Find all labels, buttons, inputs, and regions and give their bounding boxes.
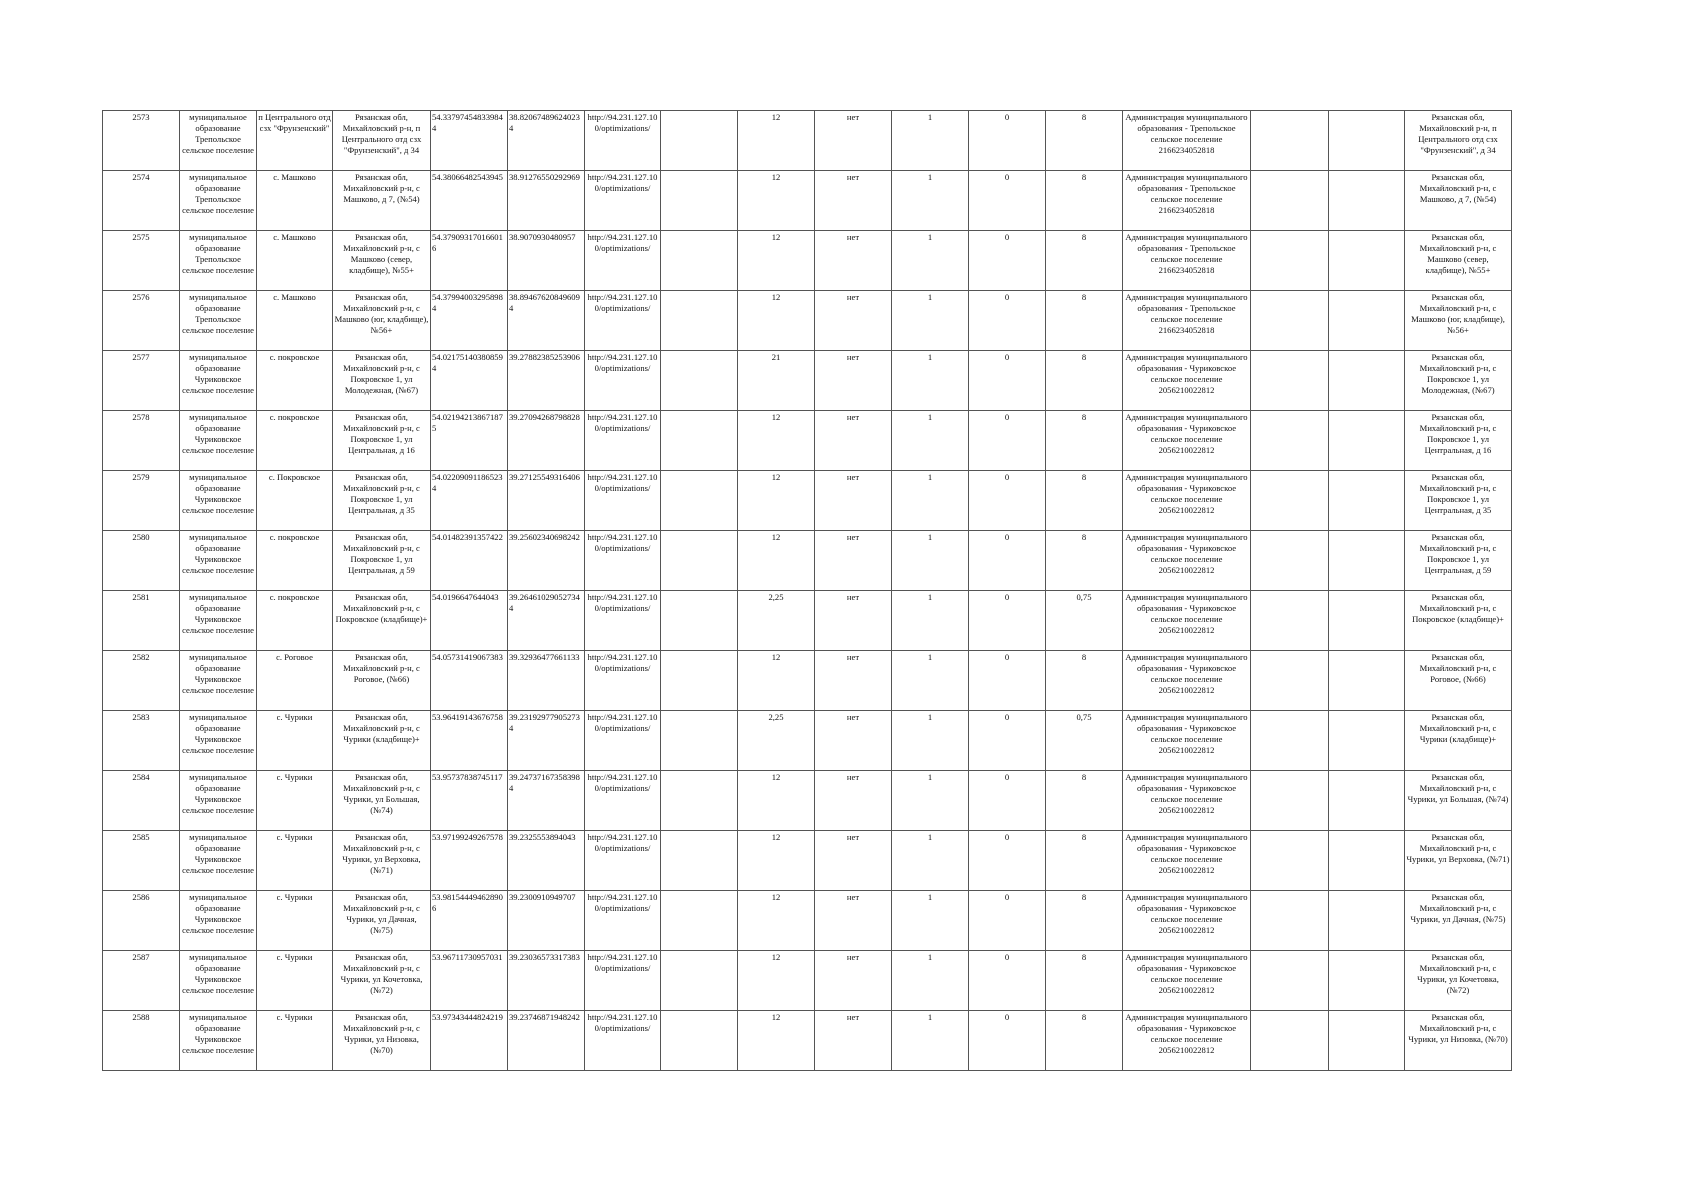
cell-empty: [661, 291, 738, 351]
cell-empty: [1329, 411, 1405, 471]
cell-owner: Администрация муниципального образования - Чуриковское сельское поселение 2056210022812: [1123, 1011, 1251, 1071]
cell-url: http://94.231.127.10 0/optimizations/: [585, 471, 661, 531]
cell-url: http://94.231.127.10 0/optimizations/: [585, 891, 661, 951]
cell-flag: нет: [815, 531, 892, 591]
table-row: [103, 351, 1512, 411]
table-row: [103, 411, 1512, 471]
table-row: [103, 771, 1512, 831]
cell-url: http://94.231.127.10 0/optimizations/: [585, 231, 661, 291]
cell-number: 2578: [103, 411, 180, 471]
cell-count-1: 1: [892, 351, 969, 411]
cell-address: Рязанская обл, Михайловский р-н, с Чурики (кладбище)+: [333, 711, 431, 771]
cell-source-address: Рязанская обл, Михайловский р-н, с Покровское 1, ул Центральная, д 35: [1405, 471, 1512, 531]
cell-empty: [1251, 111, 1329, 171]
cell-source-address: Рязанская обл, Михайловский р-н, с Чурики, ул Дачная, (№75): [1405, 891, 1512, 951]
cell-count-2: 0: [969, 771, 1046, 831]
cell-latitude: 53.97199249267578: [431, 831, 508, 891]
cell-url: http://94.231.127.10 0/optimizations/: [585, 951, 661, 1011]
cell-area: 12: [738, 411, 815, 471]
cell-number: 2574: [103, 171, 180, 231]
cell-empty: [661, 531, 738, 591]
cell-count-2: 0: [969, 411, 1046, 471]
cell-municipality: муниципальное образование Чуриковское сельское поселение: [180, 771, 257, 831]
cell-empty: [1329, 591, 1405, 651]
cell-count-1: 1: [892, 411, 969, 471]
cell-empty: [1329, 111, 1405, 171]
cell-empty: [1329, 951, 1405, 1011]
cell-volume: 8: [1046, 291, 1123, 351]
cell-empty: [1251, 351, 1329, 411]
cell-empty: [661, 831, 738, 891]
cell-flag: нет: [815, 111, 892, 171]
cell-flag: нет: [815, 411, 892, 471]
cell-settlement: с. Машково: [257, 171, 333, 231]
cell-empty: [1251, 771, 1329, 831]
cell-empty: [1329, 231, 1405, 291]
cell-owner: Администрация муниципального образования - Трепольское сельское поселение 2166234052818: [1123, 231, 1251, 291]
cell-count-1: 1: [892, 471, 969, 531]
cell-number: 2586: [103, 891, 180, 951]
cell-volume: 8: [1046, 531, 1123, 591]
cell-empty: [661, 231, 738, 291]
cell-owner: Администрация муниципального образования - Чуриковское сельское поселение 2056210022812: [1123, 771, 1251, 831]
cell-owner: Администрация муниципального образования - Чуриковское сельское поселение 2056210022812: [1123, 891, 1251, 951]
cell-count-1: 1: [892, 231, 969, 291]
cell-longitude: 39.24737167358398 4: [508, 771, 585, 831]
cell-url: http://94.231.127.10 0/optimizations/: [585, 831, 661, 891]
cell-count-1: 1: [892, 831, 969, 891]
cell-latitude: 54.38066482543945: [431, 171, 508, 231]
cell-volume: 8: [1046, 831, 1123, 891]
cell-number: 2582: [103, 651, 180, 711]
cell-source-address: Рязанская обл, Михайловский р-н, с Машково (юг, кладбище), №56+: [1405, 291, 1512, 351]
cell-empty: [1251, 831, 1329, 891]
cell-address: Рязанская обл, Михайловский р-н, с Покровское 1, ул Центральная, д 35: [333, 471, 431, 531]
cell-flag: нет: [815, 351, 892, 411]
cell-empty: [1251, 531, 1329, 591]
cell-settlement: с. Машково: [257, 291, 333, 351]
table-row: [103, 231, 1512, 291]
cell-address: Рязанская обл, Михайловский р-н, с Машково (юг, кладбище), №56+: [333, 291, 431, 351]
cell-source-address: Рязанская обл, Михайловский р-н, с Машково, д 7, (№54): [1405, 171, 1512, 231]
table-row: [103, 471, 1512, 531]
cell-owner: Администрация муниципального образования - Трепольское сельское поселение 2166234052818: [1123, 171, 1251, 231]
cell-latitude: 54.0196647644043: [431, 591, 508, 651]
cell-source-address: Рязанская обл, Михайловский р-н, с Чурики, ул Большая, (№74): [1405, 771, 1512, 831]
cell-longitude: 39.27125549316406: [508, 471, 585, 531]
cell-municipality: муниципальное образование Чуриковское сельское поселение: [180, 1011, 257, 1071]
table-row: [103, 591, 1512, 651]
cell-longitude: 38.91276550292969: [508, 171, 585, 231]
table-row: [103, 291, 1512, 351]
table-row: [103, 531, 1512, 591]
cell-count-2: 0: [969, 291, 1046, 351]
cell-latitude: 53.96419143676758: [431, 711, 508, 771]
cell-flag: нет: [815, 591, 892, 651]
cell-longitude: 39.23746871948242: [508, 1011, 585, 1071]
cell-source-address: Рязанская обл, Михайловский р-н, с Чурики, ул Верховка, (№71): [1405, 831, 1512, 891]
cell-longitude: 39.2325553894043: [508, 831, 585, 891]
table-row: [103, 171, 1512, 231]
cell-area: 12: [738, 891, 815, 951]
cell-url: http://94.231.127.10 0/optimizations/: [585, 651, 661, 711]
cell-address: Рязанская обл, Михайловский р-н, с Машково (север, кладбище), №55+: [333, 231, 431, 291]
cell-address: Рязанская обл, Михайловский р-н, с Машково, д 7, (№54): [333, 171, 431, 231]
cell-volume: 8: [1046, 771, 1123, 831]
cell-source-address: Рязанская обл, Михайловский р-н, п Центрального отд сзх "Фрунзенский", д 34: [1405, 111, 1512, 171]
cell-area: 12: [738, 111, 815, 171]
cell-url: http://94.231.127.10 0/optimizations/: [585, 411, 661, 471]
table-body: [103, 111, 1512, 1071]
cell-empty: [661, 471, 738, 531]
cell-empty: [1329, 891, 1405, 951]
cell-settlement: с. Чурики: [257, 1011, 333, 1071]
cell-municipality: муниципальное образование Чуриковское сельское поселение: [180, 891, 257, 951]
cell-municipality: муниципальное образование Чуриковское сельское поселение: [180, 591, 257, 651]
cell-empty: [661, 951, 738, 1011]
cell-volume: 8: [1046, 111, 1123, 171]
cell-count-1: 1: [892, 291, 969, 351]
cell-url: http://94.231.127.10 0/optimizations/: [585, 111, 661, 171]
cell-area: 12: [738, 291, 815, 351]
cell-count-1: 1: [892, 111, 969, 171]
cell-empty: [661, 111, 738, 171]
cell-volume: 8: [1046, 891, 1123, 951]
cell-number: 2580: [103, 531, 180, 591]
cell-flag: нет: [815, 711, 892, 771]
cell-count-2: 0: [969, 171, 1046, 231]
cell-latitude: 54.37994003295898 4: [431, 291, 508, 351]
cell-source-address: Рязанская обл, Михайловский р-н, с Покровское 1, ул Центральная, д 16: [1405, 411, 1512, 471]
cell-url: http://94.231.127.10 0/optimizations/: [585, 771, 661, 831]
registry-table: [102, 110, 1512, 1071]
cell-empty: [1251, 711, 1329, 771]
cell-volume: 0,75: [1046, 711, 1123, 771]
cell-count-2: 0: [969, 891, 1046, 951]
cell-count-2: 0: [969, 951, 1046, 1011]
cell-address: Рязанская обл, Михайловский р-н, с Чурики, ул Низовка, (№70): [333, 1011, 431, 1071]
cell-empty: [661, 771, 738, 831]
cell-empty: [1329, 471, 1405, 531]
cell-count-1: 1: [892, 711, 969, 771]
cell-source-address: Рязанская обл, Михайловский р-н, с Машково (север, кладбище), №55+: [1405, 231, 1512, 291]
cell-municipality: муниципальное образование Чуриковское сельское поселение: [180, 951, 257, 1011]
cell-empty: [1329, 531, 1405, 591]
cell-latitude: 54.01482391357422: [431, 531, 508, 591]
cell-volume: 8: [1046, 1011, 1123, 1071]
cell-owner: Администрация муниципального образования - Чуриковское сельское поселение 2056210022812: [1123, 351, 1251, 411]
cell-area: 2,25: [738, 591, 815, 651]
cell-count-2: 0: [969, 591, 1046, 651]
cell-address: Рязанская обл, Михайловский р-н, с Покровское (кладбище)+: [333, 591, 431, 651]
cell-area: 21: [738, 351, 815, 411]
cell-empty: [1329, 171, 1405, 231]
cell-address: Рязанская обл, Михайловский р-н, с Чурики, ул Дачная, (№75): [333, 891, 431, 951]
cell-empty: [1251, 591, 1329, 651]
cell-settlement: с. Чурики: [257, 771, 333, 831]
cell-settlement: с. Машково: [257, 231, 333, 291]
cell-municipality: муниципальное образование Чуриковское сельское поселение: [180, 351, 257, 411]
cell-flag: нет: [815, 651, 892, 711]
cell-area: 12: [738, 171, 815, 231]
cell-volume: 8: [1046, 351, 1123, 411]
cell-source-address: Рязанская обл, Михайловский р-н, с Роговое, (№66): [1405, 651, 1512, 711]
cell-empty: [1329, 351, 1405, 411]
cell-settlement: с. Чурики: [257, 831, 333, 891]
cell-owner: Администрация муниципального образования - Чуриковское сельское поселение 2056210022812: [1123, 951, 1251, 1011]
cell-number: 2584: [103, 771, 180, 831]
cell-count-1: 1: [892, 591, 969, 651]
cell-count-2: 0: [969, 531, 1046, 591]
cell-longitude: 39.2300910949707: [508, 891, 585, 951]
cell-number: 2585: [103, 831, 180, 891]
cell-flag: нет: [815, 171, 892, 231]
cell-owner: Администрация муниципального образования - Чуриковское сельское поселение 2056210022812: [1123, 831, 1251, 891]
cell-volume: 0,75: [1046, 591, 1123, 651]
cell-address: Рязанская обл, Михайловский р-н, с Чурики, ул Кочетовка, (№72): [333, 951, 431, 1011]
cell-count-2: 0: [969, 1011, 1046, 1071]
cell-count-1: 1: [892, 771, 969, 831]
cell-url: http://94.231.127.10 0/optimizations/: [585, 591, 661, 651]
cell-count-2: 0: [969, 831, 1046, 891]
cell-empty: [1251, 411, 1329, 471]
cell-number: 2579: [103, 471, 180, 531]
cell-volume: 8: [1046, 231, 1123, 291]
cell-latitude: 54.02175140380859 4: [431, 351, 508, 411]
cell-source-address: Рязанская обл, Михайловский р-н, с Чурики, ул Кочетовка, (№72): [1405, 951, 1512, 1011]
cell-empty: [661, 651, 738, 711]
cell-area: 12: [738, 471, 815, 531]
cell-municipality: муниципальное образование Чуриковское сельское поселение: [180, 831, 257, 891]
cell-empty: [1329, 831, 1405, 891]
cell-empty: [1251, 231, 1329, 291]
cell-url: http://94.231.127.10 0/optimizations/: [585, 291, 661, 351]
cell-municipality: муниципальное образование Трепольское сельское поселение: [180, 291, 257, 351]
cell-municipality: муниципальное образование Трепольское сельское поселение: [180, 231, 257, 291]
cell-settlement: с. Роговое: [257, 651, 333, 711]
cell-number: 2575: [103, 231, 180, 291]
cell-area: 12: [738, 951, 815, 1011]
cell-empty: [1329, 771, 1405, 831]
table-row: [103, 711, 1512, 771]
cell-count-1: 1: [892, 171, 969, 231]
cell-latitude: 54.37909317016601 6: [431, 231, 508, 291]
table-row: [103, 111, 1512, 171]
cell-volume: 8: [1046, 951, 1123, 1011]
cell-empty: [661, 591, 738, 651]
cell-address: Рязанская обл, Михайловский р-н, п Центрального отд сзх "Фрунзенский", д 34: [333, 111, 431, 171]
cell-longitude: 39.23036573317383: [508, 951, 585, 1011]
cell-empty: [1251, 1011, 1329, 1071]
cell-number: 2583: [103, 711, 180, 771]
cell-municipality: муниципальное образование Чуриковское сельское поселение: [180, 711, 257, 771]
cell-count-2: 0: [969, 231, 1046, 291]
table-row: [103, 1011, 1512, 1071]
cell-source-address: Рязанская обл, Михайловский р-н, с Покровское 1, ул Центральная, д 59: [1405, 531, 1512, 591]
cell-url: http://94.231.127.10 0/optimizations/: [585, 171, 661, 231]
cell-area: 12: [738, 831, 815, 891]
cell-municipality: муниципальное образование Трепольское сельское поселение: [180, 111, 257, 171]
cell-url: http://94.231.127.10 0/optimizations/: [585, 1011, 661, 1071]
cell-settlement: с. покровское: [257, 351, 333, 411]
cell-empty: [1329, 711, 1405, 771]
cell-source-address: Рязанская обл, Михайловский р-н, с Покровское 1, ул Молодежная, (№67): [1405, 351, 1512, 411]
cell-empty: [661, 711, 738, 771]
table-row: [103, 891, 1512, 951]
cell-address: Рязанская обл, Михайловский р-н, с Покровское 1, ул Центральная, д 59: [333, 531, 431, 591]
cell-empty: [1251, 651, 1329, 711]
cell-longitude: 39.26461029052734 4: [508, 591, 585, 651]
cell-latitude: 54.33797454833984 4: [431, 111, 508, 171]
cell-source-address: Рязанская обл, Михайловский р-н, с Чурики (кладбище)+: [1405, 711, 1512, 771]
cell-longitude: 38.9070930480957: [508, 231, 585, 291]
cell-flag: нет: [815, 831, 892, 891]
cell-number: 2577: [103, 351, 180, 411]
cell-owner: Администрация муниципального образования - Чуриковское сельское поселение 2056210022812: [1123, 591, 1251, 651]
cell-address: Рязанская обл, Михайловский р-н, с Покровское 1, ул Молодежная, (№67): [333, 351, 431, 411]
cell-flag: нет: [815, 231, 892, 291]
cell-volume: 8: [1046, 471, 1123, 531]
cell-empty: [661, 351, 738, 411]
table-row: [103, 831, 1512, 891]
cell-count-2: 0: [969, 351, 1046, 411]
cell-municipality: муниципальное образование Чуриковское сельское поселение: [180, 531, 257, 591]
cell-count-1: 1: [892, 891, 969, 951]
cell-area: 2,25: [738, 711, 815, 771]
cell-owner: Администрация муниципального образования - Трепольское сельское поселение 2166234052818: [1123, 291, 1251, 351]
cell-number: 2576: [103, 291, 180, 351]
cell-volume: 8: [1046, 411, 1123, 471]
cell-volume: 8: [1046, 171, 1123, 231]
cell-latitude: 54.02194213867187 5: [431, 411, 508, 471]
cell-source-address: Рязанская обл, Михайловский р-н, с Покровское (кладбище)+: [1405, 591, 1512, 651]
cell-address: Рязанская обл, Михайловский р-н, с Покровское 1, ул Центральная, д 16: [333, 411, 431, 471]
cell-longitude: 39.32936477661133: [508, 651, 585, 711]
cell-address: Рязанская обл, Михайловский р-н, с Чурики, ул Большая, (№74): [333, 771, 431, 831]
cell-empty: [1329, 1011, 1405, 1071]
cell-area: 12: [738, 1011, 815, 1071]
cell-number: 2587: [103, 951, 180, 1011]
cell-source-address: Рязанская обл, Михайловский р-н, с Чурики, ул Низовка, (№70): [1405, 1011, 1512, 1071]
cell-flag: нет: [815, 471, 892, 531]
cell-owner: Администрация муниципального образования - Чуриковское сельское поселение 2056210022812: [1123, 711, 1251, 771]
cell-address: Рязанская обл, Михайловский р-н, с Роговое, (№66): [333, 651, 431, 711]
cell-area: 12: [738, 231, 815, 291]
cell-longitude: 39.27882385253906: [508, 351, 585, 411]
cell-empty: [1251, 291, 1329, 351]
cell-settlement: с. Чурики: [257, 711, 333, 771]
cell-empty: [661, 411, 738, 471]
cell-longitude: 39.27094268798828: [508, 411, 585, 471]
cell-area: 12: [738, 651, 815, 711]
cell-flag: нет: [815, 291, 892, 351]
cell-settlement: с. покровское: [257, 531, 333, 591]
cell-owner: Администрация муниципального образования - Трепольское сельское поселение 2166234052818: [1123, 111, 1251, 171]
cell-longitude: 39.25602340698242: [508, 531, 585, 591]
cell-flag: нет: [815, 951, 892, 1011]
cell-volume: 8: [1046, 651, 1123, 711]
cell-latitude: 53.96711730957031: [431, 951, 508, 1011]
cell-count-2: 0: [969, 711, 1046, 771]
cell-count-2: 0: [969, 471, 1046, 531]
cell-url: http://94.231.127.10 0/optimizations/: [585, 531, 661, 591]
cell-settlement: с. покровское: [257, 411, 333, 471]
cell-area: 12: [738, 531, 815, 591]
cell-owner: Администрация муниципального образования - Чуриковское сельское поселение 2056210022812: [1123, 651, 1251, 711]
cell-count-2: 0: [969, 111, 1046, 171]
cell-flag: нет: [815, 891, 892, 951]
cell-empty: [1329, 291, 1405, 351]
cell-count-1: 1: [892, 651, 969, 711]
cell-settlement: п Центрального отд сзх "Фрунзенский": [257, 111, 333, 171]
cell-latitude: 54.05731419067383: [431, 651, 508, 711]
cell-count-1: 1: [892, 951, 969, 1011]
cell-latitude: 53.95737838745117: [431, 771, 508, 831]
cell-url: http://94.231.127.10 0/optimizations/: [585, 351, 661, 411]
cell-settlement: с. Чурики: [257, 951, 333, 1011]
cell-number: 2588: [103, 1011, 180, 1071]
cell-empty: [1251, 891, 1329, 951]
cell-count-2: 0: [969, 651, 1046, 711]
table-row: [103, 951, 1512, 1011]
registry-table-sheet: [102, 110, 1512, 1071]
cell-flag: нет: [815, 771, 892, 831]
cell-empty: [1329, 651, 1405, 711]
table-row: [103, 651, 1512, 711]
cell-number: 2581: [103, 591, 180, 651]
cell-latitude: 54.02209091186523 4: [431, 471, 508, 531]
cell-settlement: с. Покровское: [257, 471, 333, 531]
cell-municipality: муниципальное образование Трепольское сельское поселение: [180, 171, 257, 231]
cell-empty: [1251, 951, 1329, 1011]
cell-count-1: 1: [892, 531, 969, 591]
cell-municipality: муниципальное образование Чуриковское сельское поселение: [180, 651, 257, 711]
cell-settlement: с. покровское: [257, 591, 333, 651]
cell-flag: нет: [815, 1011, 892, 1071]
cell-address: Рязанская обл, Михайловский р-н, с Чурики, ул Верховка, (№71): [333, 831, 431, 891]
cell-longitude: 38.82067489624023 4: [508, 111, 585, 171]
cell-longitude: 38.89467620849609 4: [508, 291, 585, 351]
cell-url: http://94.231.127.10 0/optimizations/: [585, 711, 661, 771]
cell-area: 12: [738, 771, 815, 831]
cell-owner: Администрация муниципального образования - Чуриковское сельское поселение 2056210022812: [1123, 471, 1251, 531]
cell-empty: [661, 171, 738, 231]
cell-settlement: с. Чурики: [257, 891, 333, 951]
cell-latitude: 53.98154449462890 6: [431, 891, 508, 951]
cell-empty: [661, 1011, 738, 1071]
cell-municipality: муниципальное образование Чуриковское сельское поселение: [180, 411, 257, 471]
cell-municipality: муниципальное образование Чуриковское сельское поселение: [180, 471, 257, 531]
cell-empty: [1251, 171, 1329, 231]
cell-empty: [1251, 471, 1329, 531]
cell-latitude: 53.97343444824219: [431, 1011, 508, 1071]
cell-longitude: 39.23192977905273 4: [508, 711, 585, 771]
cell-count-1: 1: [892, 1011, 969, 1071]
cell-owner: Администрация муниципального образования - Чуриковское сельское поселение 2056210022812: [1123, 411, 1251, 471]
cell-empty: [661, 891, 738, 951]
cell-number: 2573: [103, 111, 180, 171]
cell-owner: Администрация муниципального образования - Чуриковское сельское поселение 2056210022812: [1123, 531, 1251, 591]
